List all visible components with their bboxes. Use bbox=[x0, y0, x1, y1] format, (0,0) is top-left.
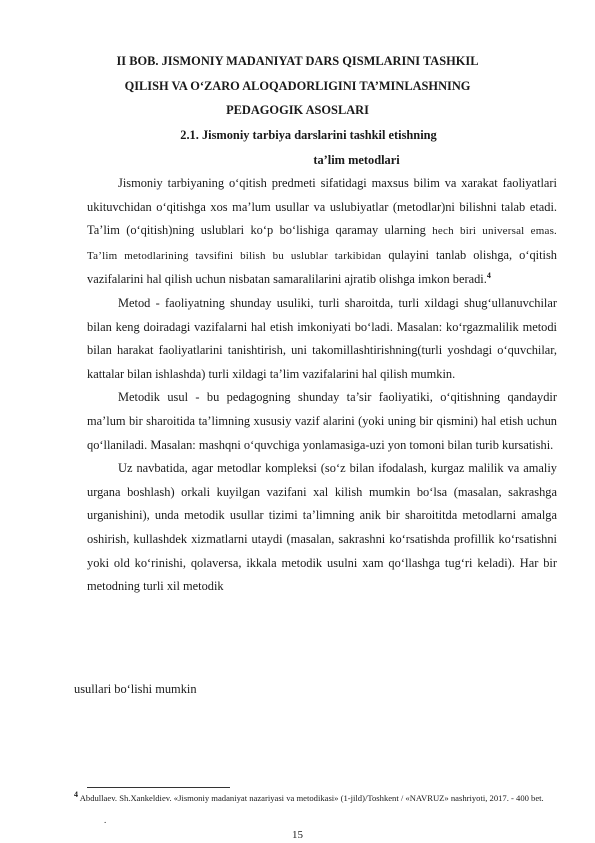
chapter-title-line-2: QILISH VA O‘ZARO ALOQADORLIGINI TA’MINLASHNING bbox=[124, 79, 471, 93]
footnote-reference[interactable]: 4 bbox=[486, 271, 491, 281]
section-title-line-2: ta’lim metodlari bbox=[313, 153, 400, 167]
chapter-title-line-1: II BOB. JISMONIY MADANIYAT DARS QISMLARINI TASHKIL bbox=[116, 54, 479, 68]
paragraph-1 bbox=[87, 172, 557, 292]
page-number: 15 bbox=[292, 829, 303, 841]
paragraph-1-small-text: hech biri universal emas. Ta’lim metodlarining tavsifini bilish bu uslublar tarkibidan bbox=[87, 225, 557, 262]
footnote-mark: 4 bbox=[74, 790, 78, 799]
paragraph-4: Uz navbatida, agar metodlar kompleksi (so‘z bilan ifodalash, kurgaz malilik va amaliy urgana boshlash) orkali kuyilgan vazifani xal kilish mumkin bo‘lsa (masalan, sakrashga urganishini), unda metodik usullar tizimi ta’limning anik bir sharoititda metodlarni amalga oshirish, kullashdek xizmatlarni utaydi (masalan, sakrashni ko‘rsatishda profillik ko‘rsatishni yoki old ko‘rinishi, qolaversa, ikkala metodik usulni xam qo‘llashga tug‘ri keladi). Har bir metodning turli xil metodik bbox=[87, 461, 557, 594]
section-title-line-1: 2.1. Jismoniy tarbiya darslarini tashkil etishning bbox=[180, 128, 437, 142]
paragraph-4-tail: usullari bo‘lishi mumkin bbox=[74, 682, 197, 696]
chapter-title-line-3: PEDAGOGIK ASOSLARI bbox=[226, 103, 369, 117]
paragraph-1-part-b: qulayini tanlab olishga, o‘qitish vazifalarini hal qilish uchun nisbatan samaralilarini ajratib olishga imkon beradi. bbox=[87, 247, 557, 287]
body-text bbox=[87, 172, 557, 599]
paragraph-1-part-a: Jismoniy tarbiyaning o‘qitish predmeti sifatidagi maxsus bilim va xarakat faoliyatlari ukituvchidan o‘qitishga xos ma’lum usullar va uslubiyatlar (metodlar)ni bilishni talab etadi. Ta’lim (o‘qitish)ning uslublari ko‘p bo‘lishiga qaramay ularning bbox=[87, 176, 557, 238]
footnote-dot: . bbox=[104, 815, 107, 825]
footnote-text: Abdullaev. Sh.Xankeldiev. «Jismoniy madaniyat nazariyasi va metodikasi» (1-jild)/Toshkent / «NAVRUZ» nashriyoti, 2017. - 400 bet. bbox=[79, 792, 544, 803]
paragraph-2: Metod - faoliyatning shunday usuliki, turli sharoitda, turli xildagi shug‘ullanuvchilar bilan keng doiradagi vazifalarni hal etish imkoniyati bo‘ladi. Masalan: ko‘rgazmalilik metodi bilan harakat faoliyatlarini tanishtirish, uni takomillashtirishning(turli yoshdagi o‘quvchilar, kattalar bilan ishlashda) turli xildagi ta’lim vazifalarini hal qilish mumkin. bbox=[87, 295, 557, 381]
footnote-divider bbox=[87, 787, 230, 788]
paragraph-3: Metodik usul - bu pedagogning shunday ta’sir faoliyatiki, o‘qitishning qandaydir ma’lum bir sharoitida ta’limning xususiy vazif alarini (yoki uning bir qismini) hal etish uchun qo‘llaniladi. Masalan: mashqni o‘quvchiga yonlamasiga-uzi yon tomoni bilan turib kursatishi. bbox=[87, 390, 557, 452]
footnote bbox=[74, 789, 564, 804]
